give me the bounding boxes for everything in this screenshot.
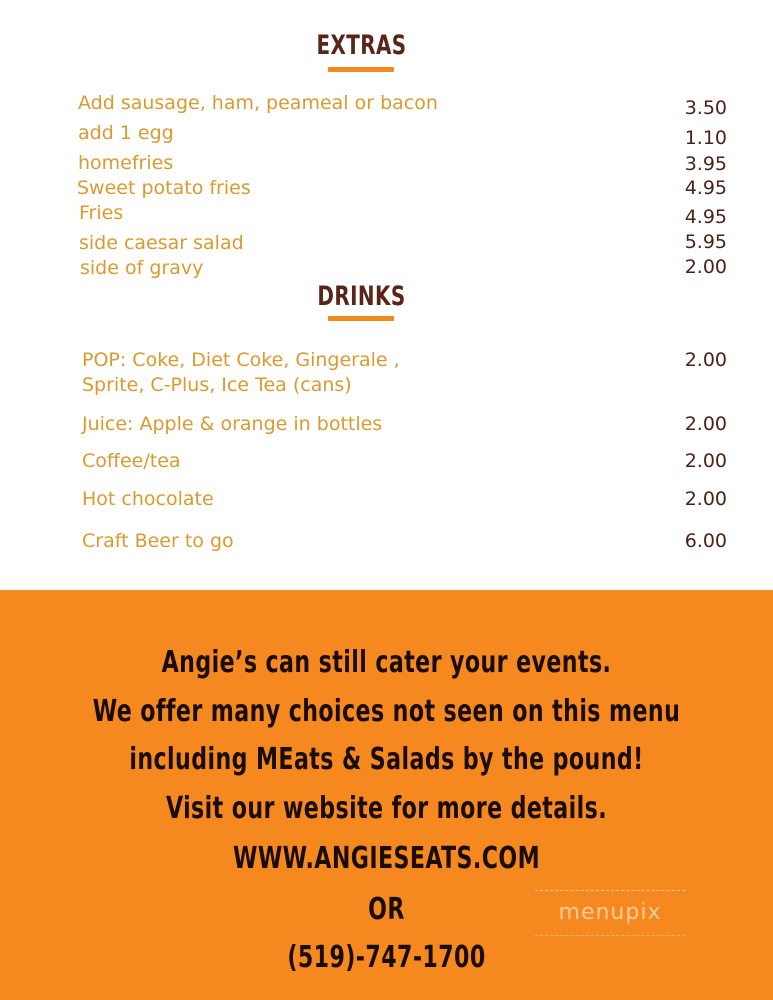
drinks-title: DRINKS: [317, 281, 406, 312]
drinks-item-price: 2.00: [684, 413, 727, 435]
drinks-item-price: 2.00: [684, 349, 727, 371]
extras-item-name: homefries: [78, 152, 174, 174]
drinks-item-name: POP: Coke, Diet Coke, Gingerale ,: [82, 349, 400, 371]
menupix-watermark: menupix: [535, 890, 685, 936]
drinks-item-name: Hot chocolate: [82, 488, 214, 510]
drinks-item-price: 2.00: [684, 488, 727, 510]
extras-item-name: Add sausage, ham, peameal or bacon: [78, 92, 438, 114]
website-link[interactable]: WWW.ANGIESEATS.COM: [232, 841, 541, 876]
extras-item-price: 2.00: [684, 256, 727, 278]
extras-item-name: side caesar salad: [79, 232, 244, 254]
extras-item-price: 4.95: [684, 177, 727, 199]
drinks-item-price: 6.00: [684, 530, 727, 552]
or-text: OR: [368, 892, 405, 927]
extras-item-name: Sweet potato fries: [77, 177, 251, 199]
drinks-title-underline: [328, 316, 394, 321]
extras-title-underline: [328, 67, 394, 72]
extras-item-price: 1.10: [684, 127, 727, 149]
drinks-item-name: Craft Beer to go: [82, 530, 234, 552]
drinks-item-name-cont: Sprite, C-Plus, Ice Tea (cans): [82, 374, 352, 396]
extras-item-price: 4.95: [684, 206, 727, 228]
extras-title: EXTRAS: [316, 30, 407, 61]
extras-item-price: 5.95: [684, 231, 727, 253]
catering-banner: [0, 590, 773, 1000]
extras-item-name: side of gravy: [80, 257, 204, 279]
phone-number[interactable]: (519)-747-1700: [287, 940, 486, 975]
catering-meats-line: including MEats & Salads by the pound!: [129, 742, 644, 777]
extras-item-name: Fries: [79, 202, 124, 224]
extras-item-price: 3.50: [684, 97, 727, 119]
drinks-item-name: Coffee/tea: [82, 450, 181, 472]
catering-offer-line: We offer many choices not seen on this menu: [92, 694, 681, 729]
catering-line: Angie’s can still cater your events.: [161, 645, 612, 680]
drinks-item-price: 2.00: [684, 450, 727, 472]
drinks-item-name: Juice: Apple & orange in bottles: [82, 413, 383, 435]
extras-item-name: add 1 egg: [78, 122, 174, 144]
extras-item-price: 3.95: [684, 153, 727, 175]
website-prompt-line: Visit our website for more details.: [165, 791, 608, 826]
